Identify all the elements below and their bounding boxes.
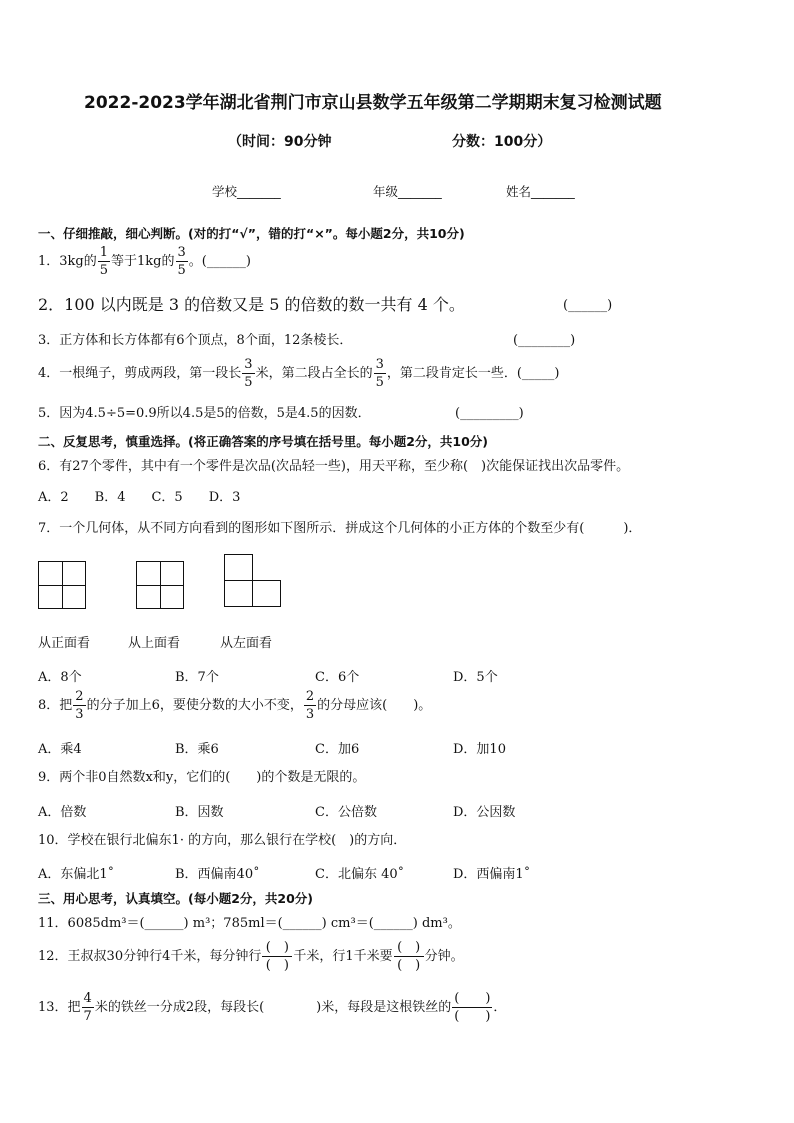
q4-prefix: 4．一根绳子，剪成两段，第一段长 (38, 366, 242, 381)
q12-middle: 千米，行1千米要 (293, 949, 393, 964)
fraction-blank[interactable] (452, 992, 492, 1023)
view-label-top: 从上面看 (128, 636, 181, 651)
q8-option-d[interactable]: D．加10 (453, 742, 506, 757)
denominator: 3 (75, 707, 84, 722)
q10-option-d[interactable]: D．西偏南1˚ (453, 867, 531, 882)
question-12 (38, 941, 464, 972)
q1-prefix: 1．3kg的 (38, 254, 97, 269)
q1-middle: 等于1kg的 (111, 254, 175, 269)
denominator: 7 (83, 1009, 92, 1024)
question-1 (38, 246, 251, 277)
numerator: 3 (177, 245, 186, 260)
q2-answer-blank[interactable]: (______) (563, 298, 613, 313)
fraction (73, 690, 85, 721)
exam-time: （时间：90分钟 (228, 134, 332, 150)
denominator: 5 (375, 375, 384, 390)
q3-answer-blank[interactable]: (________) (513, 333, 576, 348)
q8-option-a[interactable]: A．乘4 (38, 742, 82, 757)
q4-suffix-blank[interactable]: ，第二段肯定长一些．(_____) (386, 366, 560, 381)
denominator: 3 (305, 707, 315, 722)
question-13 (38, 992, 506, 1023)
q9-option-b[interactable]: B．因数 (175, 805, 224, 820)
front-view-figure (38, 561, 86, 609)
numerator: 4 (83, 991, 92, 1006)
section-3-heading: 三、用心思考，认真填空。(每小题2分，共20分) (38, 891, 314, 906)
q7-option-d[interactable]: D．5个 (453, 670, 498, 685)
section-2-heading: 二、反复思考，慎重选择。(将正确答案的序号填在括号里。每小题2分，共10分) (38, 434, 489, 449)
name-field[interactable]: 姓名_______ (506, 184, 575, 199)
q13-suffix: ． (493, 1000, 507, 1015)
q8-suffix: 的分母应该( )。 (317, 698, 432, 713)
fraction (242, 358, 254, 389)
q6-options: A．2 B．4 C．5 D．3 (38, 490, 241, 505)
question-8 (38, 690, 431, 721)
q10-option-a[interactable]: A．东偏北1˚ (38, 867, 115, 882)
q9-option-c[interactable]: C．公倍数 (315, 805, 377, 820)
left-view-figure (224, 554, 284, 614)
q13-middle: 米的铁丝一分成2段，每段长( )米，每段是这根铁丝的 (94, 1000, 452, 1015)
q7-option-b[interactable]: B．7个 (175, 670, 219, 685)
fraction (98, 246, 110, 277)
numerator-blank[interactable]: ( ) (262, 941, 292, 957)
numerator: 3 (375, 357, 384, 372)
school-field[interactable]: 学校_______ (212, 184, 281, 199)
q13-prefix: 13．把 (38, 1000, 81, 1015)
question-5: 5．因为4.5÷5=0.9所以4.5是5的倍数，5是4.5的因数． (38, 406, 371, 421)
q7-option-c[interactable]: C．6个 (315, 670, 360, 685)
numerator-blank[interactable]: ( ) (454, 991, 491, 1006)
question-6: 6．有27个零件，其中有一个零件是次品(次品轻一些)，用天平称，至少称( )次能保证找出次品零件。 (38, 459, 630, 474)
q12-prefix: 12．王叔叔30分钟行4千米，每分钟行 (38, 949, 262, 964)
q4-middle: 米，第二段占全长的 (255, 366, 373, 381)
top-view-figure (136, 561, 184, 609)
fraction-blank[interactable] (394, 941, 424, 972)
exam-score: 分数：100分） (452, 134, 552, 150)
question-2: 2．100 以内既是 3 的倍数又是 5 的倍数的数一共有 4 个。 (38, 295, 465, 314)
numerator: 2 (75, 689, 84, 704)
q9-option-a[interactable]: A．倍数 (38, 805, 87, 820)
q8-option-c[interactable]: C．加6 (315, 742, 360, 757)
q7-option-a[interactable]: A．8个 (38, 670, 82, 685)
q10-option-b[interactable]: B．西偏南40˚ (175, 867, 260, 882)
question-9: 9．两个非0自然数x和y，它们的( )的个数是无限的。 (38, 770, 366, 785)
denominator-blank[interactable]: ( ) (265, 958, 289, 973)
denominator: 5 (177, 263, 186, 278)
q8-prefix: 8．把 (38, 698, 73, 713)
q8-option-b[interactable]: B．乘6 (175, 742, 219, 757)
denominator-blank[interactable]: ( ) (454, 1009, 491, 1024)
denominator: 5 (244, 375, 253, 390)
question-7: 7．一个几何体，从不同方向看到的图形如下图所示．拼成这个几何体的小正方体的个数至少有( )． (38, 521, 642, 536)
fraction (176, 246, 188, 277)
q12-suffix: 分钟。 (424, 949, 464, 964)
question-4 (38, 358, 560, 389)
q5-answer-blank[interactable]: (_________) (455, 406, 524, 421)
fraction (82, 992, 94, 1023)
fraction-blank[interactable] (262, 941, 292, 972)
numerator: 3 (244, 357, 253, 372)
denominator-blank[interactable]: ( ) (397, 958, 421, 973)
q1-answer-blank[interactable]: 。(______) (188, 254, 251, 269)
grade-field[interactable]: 年级_______ (373, 184, 442, 199)
denominator: 5 (99, 263, 109, 278)
question-11: 11．6085dm³＝(______) m³；785ml＝(______) cm³＝(______) dm³。 (38, 916, 461, 931)
q8-middle: 的分子加上6，要使分数的大小不变， (86, 698, 303, 713)
question-3: 3．正方体和长方体都有6个顶点，8个面，12条棱长． (38, 333, 353, 348)
numerator: 2 (305, 689, 315, 704)
q9-option-d[interactable]: D．公因数 (453, 805, 516, 820)
page-title: 2022-2023学年湖北省荆门市京山县数学五年级第二学期期末复习检测试题 (84, 93, 662, 113)
fraction (304, 690, 316, 721)
q10-option-c[interactable]: C．北偏东 40˚ (315, 867, 405, 882)
numerator: 1 (99, 245, 109, 260)
section-1-heading: 一、仔细推敲，细心判断。(对的打“√”，错的打“×”。每小题2分，共10分) (38, 226, 465, 241)
question-10: 10．学校在银行北偏东1· 的方向，那么银行在学校( )的方向． (38, 833, 407, 848)
fraction (374, 358, 386, 389)
view-label-front: 从正面看 (38, 636, 91, 651)
numerator-blank[interactable]: ( ) (394, 941, 424, 957)
view-label-left: 从左面看 (220, 636, 273, 651)
